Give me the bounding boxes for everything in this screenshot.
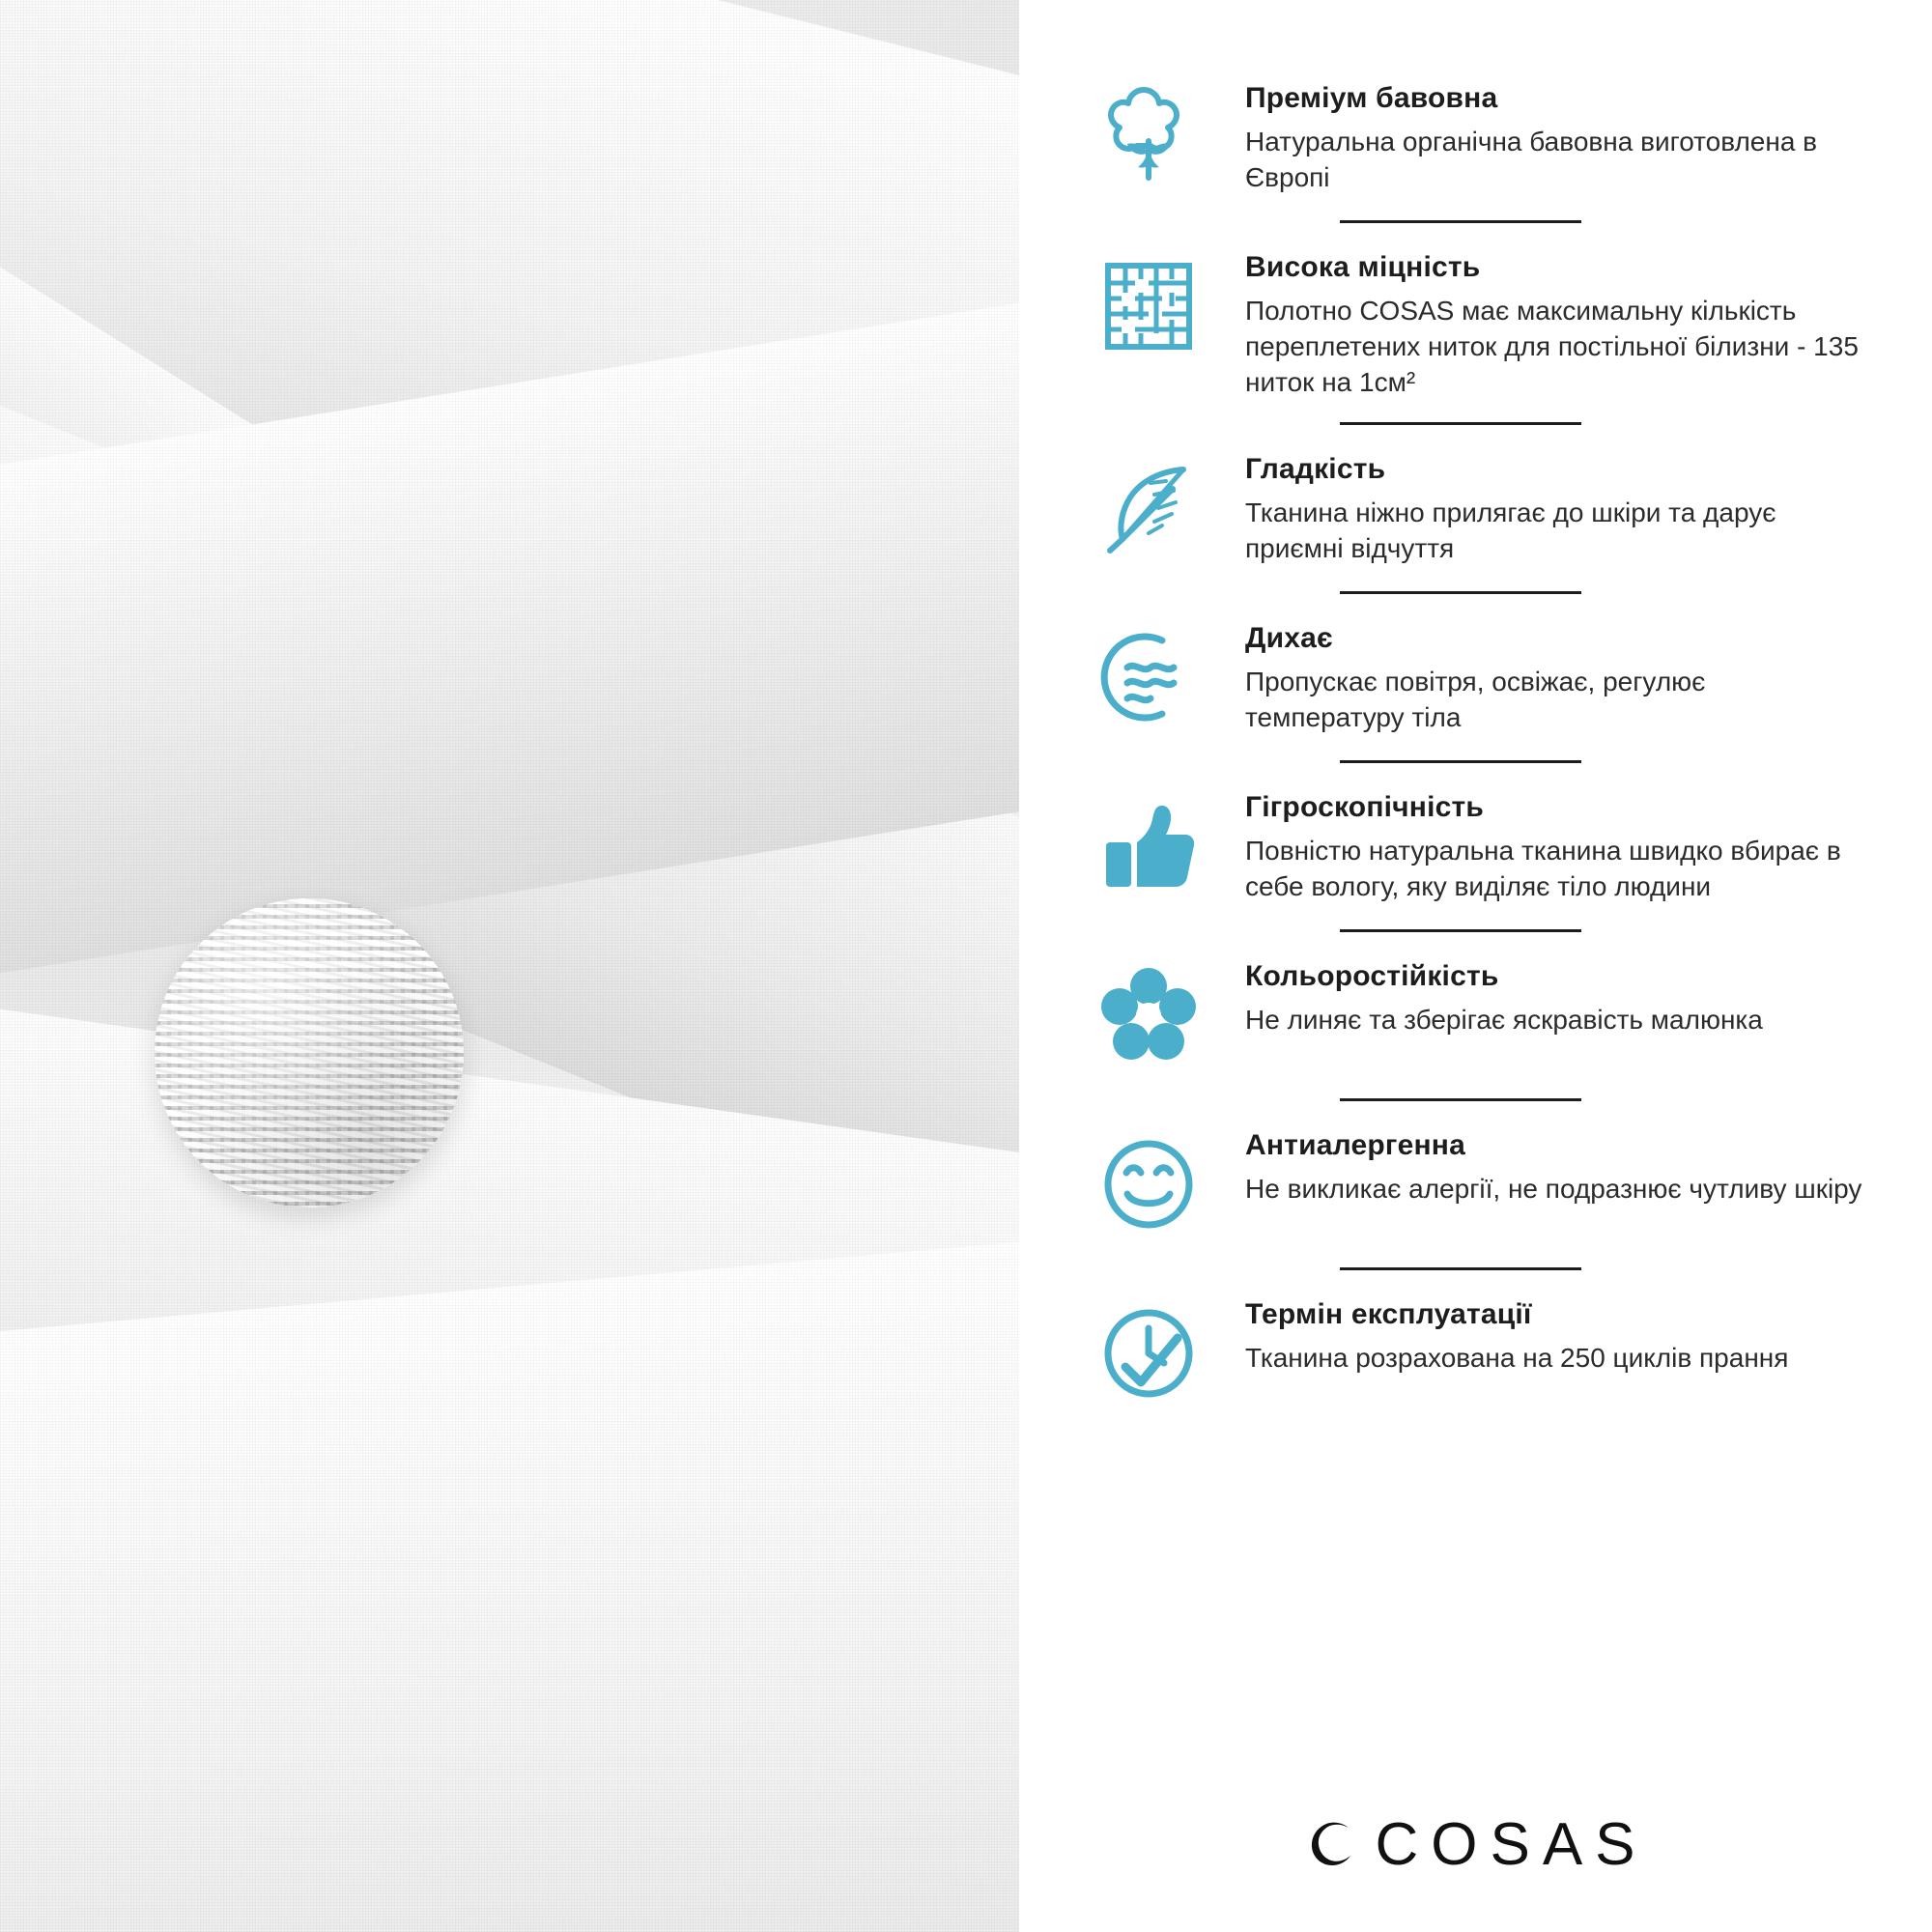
woven-threads-icon: [1087, 244, 1210, 368]
feature-description: Тканина ніжно прилягає до шкіри та дарує приємні відчуття: [1245, 497, 1776, 563]
features-panel: [1019, 0, 1932, 1932]
feature-divider: [1340, 1267, 1581, 1270]
feature-description: Не линяє та зберігає яскравість малюнка: [1245, 1004, 1763, 1035]
feature-text: [1245, 784, 1864, 904]
feature-title: Антиалергенна: [1245, 1128, 1465, 1161]
feature-text: [1245, 615, 1864, 735]
feature-divider: [1340, 591, 1581, 594]
feature-item: [1087, 1292, 1864, 1415]
brush-circle-c-icon: [1303, 1814, 1365, 1876]
feature-description: Тканина розрахована на 250 циклів прання: [1245, 1342, 1789, 1373]
feature-title: Дихає: [1245, 621, 1333, 654]
closeup-shading: [155, 898, 464, 1208]
feature-title: Преміум бавовна: [1245, 82, 1498, 114]
feature-item: [1087, 784, 1864, 908]
feature-item: [1087, 244, 1864, 401]
feature-item: [1087, 615, 1864, 739]
feature-title: Гладкість: [1245, 452, 1386, 485]
flower-icon: [1087, 953, 1210, 1077]
brand-name: COSAS: [1375, 1811, 1648, 1878]
feature-item: [1087, 446, 1864, 570]
brand-logo: [1019, 1811, 1932, 1878]
feature-description: Не викликає алергії, не подразнює чутливу шкіру: [1245, 1173, 1862, 1204]
feature-divider: [1340, 422, 1581, 425]
feature-divider: [1340, 929, 1581, 932]
feature-text: [1245, 1292, 1864, 1376]
feature-item: [1087, 1122, 1864, 1246]
thumbs-up-icon: [1087, 784, 1210, 908]
feature-divider: [1340, 1098, 1581, 1101]
feature-title: Термін експлуатації: [1245, 1297, 1532, 1330]
airflow-circle-icon: [1087, 615, 1210, 739]
feature-text: [1245, 244, 1864, 401]
feather-icon: [1087, 446, 1210, 570]
feature-divider: [1340, 220, 1581, 223]
feature-title: Кольоростійкість: [1245, 959, 1499, 992]
feature-description: Полотно COSAS має максимальну кількість переплетених ниток для постільної білизни - 135 ниток на 1см²: [1245, 296, 1859, 398]
feature-description: Повністю натуральна тканина швидко вбирає в себе вологу, яку виділяє тіло людини: [1245, 835, 1841, 901]
feature-text: [1245, 953, 1864, 1037]
feature-item: [1087, 953, 1864, 1077]
clock-check-icon: [1087, 1292, 1210, 1415]
feature-description: Натуральна органічна бавовна виготовлена в Європі: [1245, 127, 1818, 193]
feature-text: [1245, 1122, 1864, 1207]
smiley-face-icon: [1087, 1122, 1210, 1246]
cotton-flower-icon: [1087, 75, 1210, 199]
feature-description: Пропускає повітря, освіжає, регулює температуру тіла: [1245, 666, 1706, 732]
feature-divider: [1340, 760, 1581, 763]
feature-title: Гігроскопічність: [1245, 790, 1485, 823]
feature-title: Висока міцність: [1245, 251, 1481, 283]
feature-item: [1087, 75, 1864, 199]
feature-text: [1245, 446, 1864, 566]
feature-text: [1245, 75, 1864, 195]
fabric-weave-closeup: [155, 898, 464, 1208]
